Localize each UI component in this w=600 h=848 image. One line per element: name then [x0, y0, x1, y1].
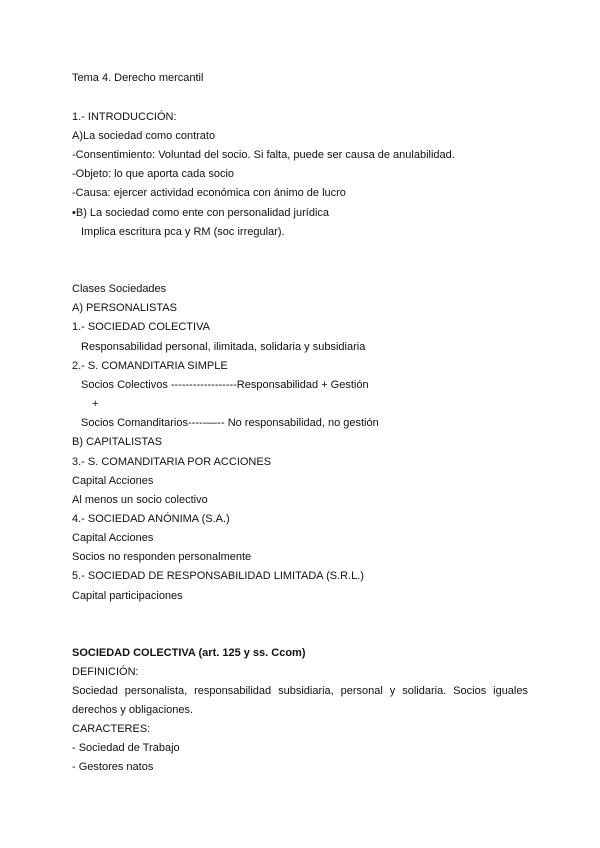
caracteres-label: CARACTERES: — [72, 723, 151, 735]
capital-participaciones-line: Capital participaciones — [72, 590, 183, 602]
caracter-item: - Gestores natos — [72, 761, 154, 773]
intro-line: -Consentimiento: Voluntad del socio. Si falta, puede ser causa de anulabilidad. — [72, 149, 455, 161]
intro-line: A)La sociedad como contrato — [72, 130, 216, 142]
capitalistas-heading: B) CAPITALISTAS — [72, 436, 163, 448]
colectiva-heading: 1.- SOCIEDAD COLECTIVA — [72, 321, 210, 333]
document-title: Tema 4. Derecho mercantil — [72, 72, 204, 84]
colectiva-description: Responsabilidad personal, ilimitada, solidaria y subsidiaria — [81, 341, 366, 353]
socios-no-responden-line: Socios no responden personalmente — [72, 551, 252, 563]
definicion-paragraph: Sociedad personalista, responsabilidad subsidiaria, personal y solidaria. Socios iguales derechos y obligaciones. — [72, 685, 528, 716]
capital-acciones-line: Capital Acciones — [72, 532, 154, 544]
intro-line: -Objeto: lo que aporta cada socio — [72, 168, 235, 180]
comanditaria-simple-heading: 2.- S. COMANDITARIA SIMPLE — [72, 360, 228, 372]
intro-line: -Causa: ejercer actividad económica con ánimo de lucro — [72, 187, 346, 199]
clases-heading: Clases Sociedades — [72, 283, 167, 295]
sociedad-colectiva-heading: SOCIEDAD COLECTIVA (art. 125 y ss. Ccom) — [72, 647, 306, 659]
capital-acciones-line: Capital Acciones — [72, 475, 154, 487]
personalistas-heading: A) PERSONALISTAS — [72, 302, 177, 314]
intro-line: Implica escritura pca y RM (soc irregular). — [81, 226, 285, 238]
anonima-heading: 4.- SOCIEDAD ANÓNIMA (S.A.) — [72, 513, 230, 525]
plus-sign: + — [92, 398, 99, 410]
comanditaria-acciones-heading: 3.- S. COMANDITARIA POR ACCIONES — [72, 456, 272, 468]
caracter-item: - Sociedad de Trabajo — [72, 742, 180, 754]
socios-comanditarios-line: Socios Comanditarios-----—-- No responsabilidad, no gestión — [81, 417, 379, 429]
al-menos-line: Al menos un socio colectivo — [72, 494, 208, 506]
definicion-label: DEFINICIÓN: — [72, 666, 139, 678]
intro-heading: 1.- INTRODUCCIÓN: — [72, 111, 177, 123]
socios-colectivos-line: Socios Colectivos ------------------Responsabilidad + Gestión — [81, 379, 369, 391]
srl-heading: 5.- SOCIEDAD DE RESPONSABILIDAD LIMITADA (S.R.L.) — [72, 570, 364, 582]
intro-line: •B) La sociedad como ente con personalidad jurídica — [72, 207, 330, 219]
